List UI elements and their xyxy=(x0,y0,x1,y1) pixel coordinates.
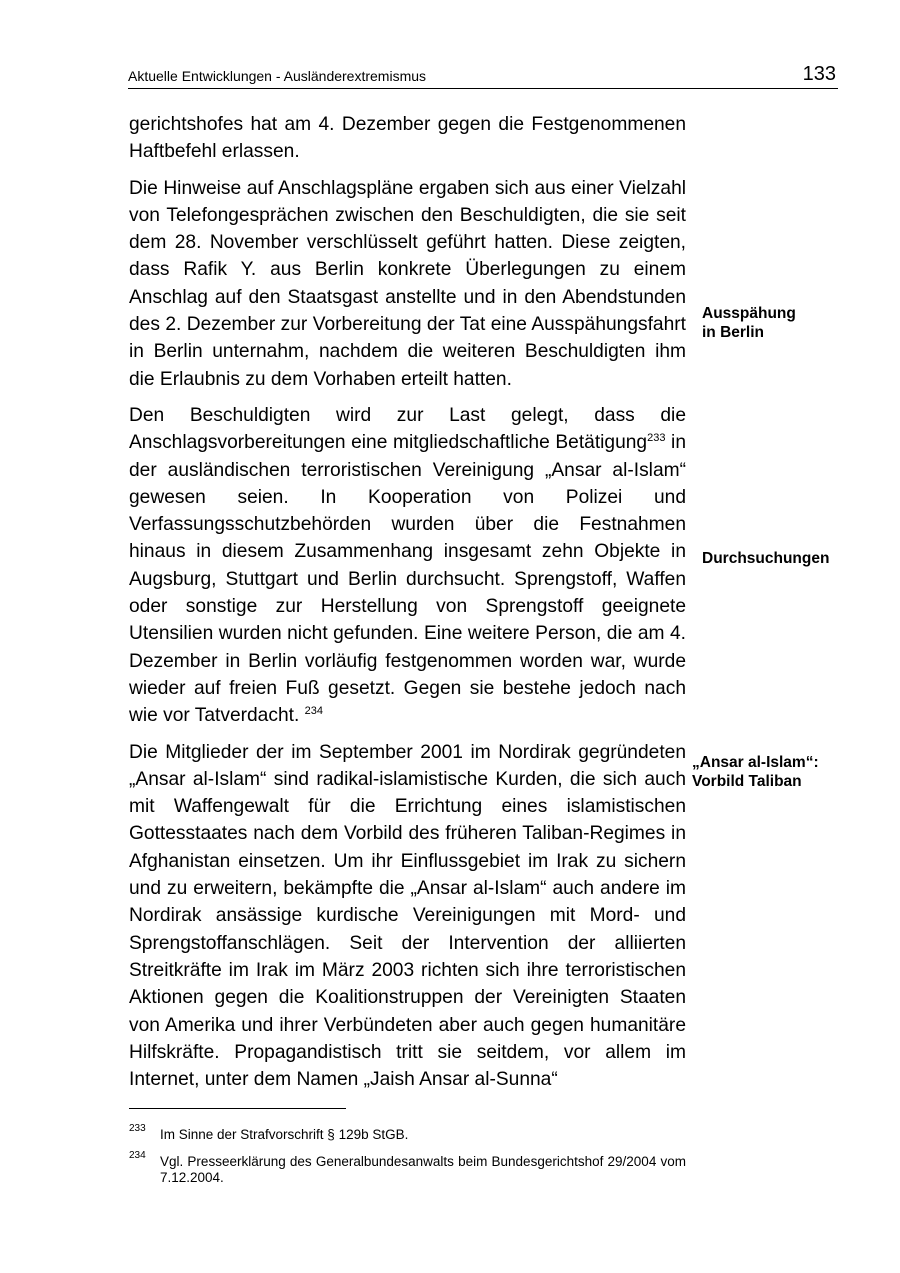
footnote-divider xyxy=(129,1108,346,1109)
margin-note-line: Vorbild Taliban xyxy=(692,773,802,790)
footnote-ref-233: 233 xyxy=(647,432,666,445)
running-header xyxy=(128,62,838,89)
paragraph-4: Die Mitglieder der im September 2001 im Nordirak gegründeten „Ansar al-Islam“ sind radikal-islamistische Kurden, die sich auch mit Waffengewalt für die Errichtung eines islamistischen Gottesstaates nach dem Vorbild des früheren Taliban-Regimes in Afghanistan einsetzen. Um ihr Einflussgebiet im Irak zu sichern und zu erweitern, bekämpfte die „Ansar al-Islam“ auch andere im Nordirak ansässige kurdische Vereinigungen mit Mord- und Sprengstoffanschlägen. Seit der Intervention der alliierten Streitkräfte im Irak im März 2003 richten sich ihre terroristischen Aktionen gegen die Koalitionstruppen der Vereinigten Staaten von Amerika und ihrer Verbündeten aber auch gegen humanitäre Hilfskräfte. Propagandistisch tritt sie seitdem, vor allem im Internet, unter dem Namen „Jaish Ansar al-Sunna“ xyxy=(129,741,686,1091)
footnote-text: Im Sinne der Strafvorschrift § 129b StGB. xyxy=(160,1127,409,1142)
margin-note-durchsuchungen xyxy=(702,549,862,568)
paragraph-3-part-a: Den Beschuldigten wird zur Last gelegt, dass die Anschlagsvorbereitungen eine mitgliedschaftliche Betätigung xyxy=(129,404,686,454)
margin-note-line: Durchsuchungen xyxy=(702,550,830,567)
paragraph-1: gerichtshofes hat am 4. Dezember gegen die Festgenommenen Haftbefehl erlassen. xyxy=(129,114,686,163)
footnote-ref-234: 234 xyxy=(304,705,323,718)
paragraph-3 xyxy=(129,402,686,730)
footnote-number: 233 xyxy=(129,1123,146,1134)
footnote-234 xyxy=(129,1150,686,1186)
main-text xyxy=(129,111,686,1102)
margin-note-ansar xyxy=(692,753,852,791)
footnote-number: 234 xyxy=(129,1150,146,1161)
margin-note-line: in Berlin xyxy=(702,324,765,341)
page-number: 133 xyxy=(802,63,836,85)
paragraph-2: Die Hinweise auf Anschlagspläne ergaben sich aus einer Vielzahl von Telefongesprächen zwischen den Beschuldigten, die sie seit dem 28. November verschlüsselt geführt hatten. Diese zeigten, dass Rafik Y. aus Berlin konkrete Überlegungen zu einem Anschlag auf den Staatsgast anstellte und in den Abendstunden des 2. Dezember zur Vorbereitung der Tat eine Ausspähungsfahrt in Berlin unternahm, nachdem die weiteren Beschuldigten ihm die Erlaubnis zu dem Vorhaben erteilt hatten. xyxy=(129,177,686,390)
margin-note-line: „Ansar al-Islam“: xyxy=(692,754,819,771)
header-title: Aktuelle Entwicklungen - Ausländerextremismus xyxy=(128,68,427,84)
footnote-text: Vgl. Presseerklärung des Generalbundesanwalts beim Bundesgerichtshof 29/2004 vom 7.12.2004. xyxy=(160,1154,686,1185)
footnote-233 xyxy=(129,1123,686,1143)
margin-note-line: Ausspähung xyxy=(702,305,796,322)
margin-note-ausspaehung xyxy=(702,304,862,342)
paragraph-3-part-b: in der ausländischen terroristischen Vereinigung „Ansar al-Islam“ gewesen seien. In Kooperation von Polizei und Verfassungsschutzbehörden wurden über die Festnahmen hinaus in diesem Zusammenhang insgesamt zehn Objekte in Augsburg, Stuttgart und Berlin durchsucht. Sprengstoff, Waffen oder sonstige zur Herstellung von Sprengstoff geeignete Utensilien wurden nicht gefunden. Eine weitere Person, die am 4. Dezember in Berlin vorläufig festgenommen worden war, wurde wieder auf freien Fuß gesetzt. Gegen sie bestehe jedoch nach wie vor Tatverdacht. xyxy=(129,432,686,727)
